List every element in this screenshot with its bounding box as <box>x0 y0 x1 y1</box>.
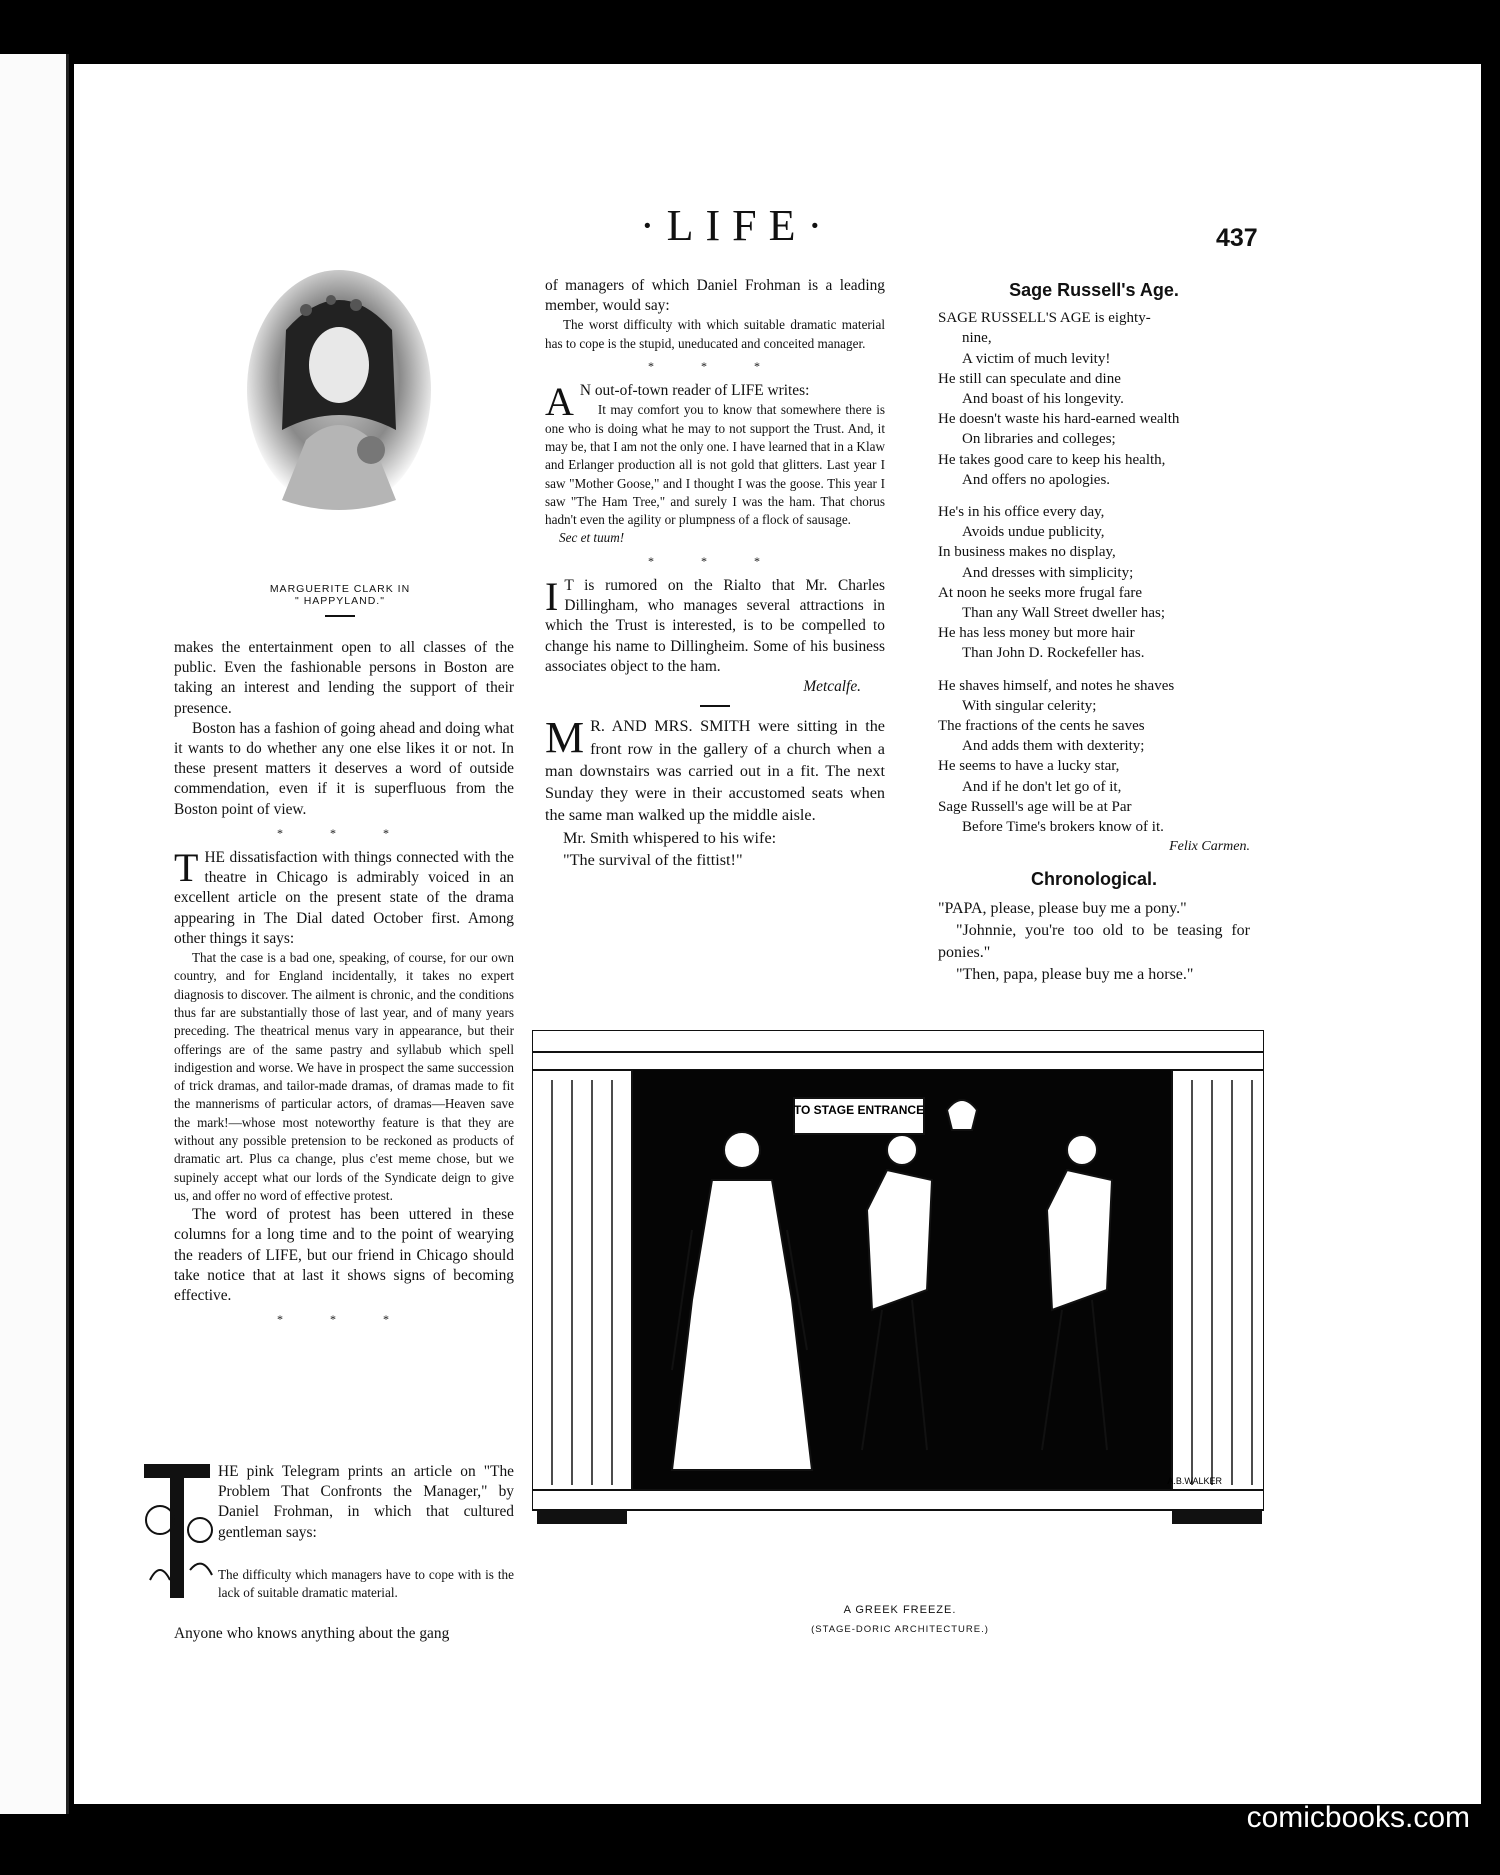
paragraph: of managers of which Daniel Frohman is a leading member, would say: <box>545 277 885 315</box>
cartoon-subcaption: (STAGE-DORIC ARCHITECTURE.) <box>811 1624 989 1635</box>
poem-line: A victim of much levity! <box>962 350 1111 367</box>
paragraph-dial <box>174 845 514 949</box>
signature: Felix Carmen. <box>1169 839 1250 855</box>
section-stars: * * * <box>648 359 782 373</box>
divider <box>700 705 730 707</box>
poem-line: And dresses with simplicity; <box>962 564 1134 581</box>
paragraph: makes the entertainment open to all classes of the public. Even the fashionable persons in Boston are taking an interest and lending the support of their presence. <box>174 639 514 717</box>
poem-stanza-3 <box>938 676 1250 838</box>
signature: Metcalfe. <box>803 678 861 695</box>
drop-cap: T <box>174 845 199 891</box>
block-quote: That the case is a bad one, speaking, of course, for our own country, and for England incidentally, it takes no expert diagnosis to discover. The ailment is chronic, and the conditions thus far are substantially those of last year, and of many years preceding. The theatrical menus vary in appearance, but their offerings are of the same pastry and syllabub which spell indigestion and worse. We have in prospect the same succession of trick dramas, and tailor-made dramas, of dramas made to fit the mannerisms of particular actors, of dramas—Heaven save the mark!—whose most noteworthy feature is that they are without any possible pretension to be reckoned as products of dramatic art. Plus ca change, plus c'est meme chose, but we supinely accept what our lords of the Syndicate deign to give us, and offer no word of effective protest. <box>174 950 514 1203</box>
poem-line: And if he don't let go of it, <box>962 778 1122 795</box>
block-quote: The difficulty which managers have to cope with is the lack of suitable dramatic material. <box>218 1567 514 1601</box>
left-page-edge <box>0 54 69 1814</box>
reader-letter-intro <box>545 379 885 425</box>
paragraph-text: HE dissatisfaction with things connected with the theatre in Chicago is admirably voiced in an excellent article on the present state of the drama appearing in The Dial dated October first. Among other things it says: <box>174 849 514 947</box>
paragraph: "Johnnie, you're too old to be teasing for ponies." <box>938 921 1250 961</box>
poem-line: Sage Russell's age will be at Par <box>938 798 1132 815</box>
block-quote: The worst difficulty with which suitable dramatic material has to cope is the stupid, uneducated and conceited manager. <box>545 317 885 351</box>
drop-cap: M <box>545 713 585 763</box>
poem-line: He takes good care to keep his health, <box>938 451 1166 468</box>
portrait-caption-line: " HAPPYLAND." <box>295 595 385 607</box>
telegram-paragraph: HE pink Telegram prints an article on "The Problem That Confronts the Manager," by Daniel Frohman, in which that cultured gentleman says: <box>218 1463 514 1541</box>
poem-line: He still can speculate and dine <box>938 370 1121 387</box>
stage-entrance-sign: TO STAGE ENTRANCE <box>793 1103 925 1117</box>
drop-cap: A <box>545 379 574 425</box>
paragraph-text: R. AND MRS. SMITH were sitting in the front row in the gallery of a church when a man downstairs was carried out in a fit. The next Sunday they were in their accustomed seats when the same man walked up the middle aisle. <box>545 717 885 825</box>
poem-line: The fractions of the cents he saves <box>938 718 1145 735</box>
cartoon-greek-freeze <box>532 1030 1264 1595</box>
drop-cap: I <box>545 573 559 619</box>
paragraph: "Then, papa, please buy me a horse." <box>956 965 1194 983</box>
poem-line: At noon he seeks more frugal fare <box>938 584 1143 601</box>
paragraph: Boston has a fashion of going ahead and doing what it wants to do whether any one else likes it or not. In these present matters it deserves a word of outside commendation, even if it is superfluous from the Boston point of view. <box>174 719 514 818</box>
column-2 <box>545 276 885 871</box>
poem-line: nine, <box>962 330 992 347</box>
paragraph-text: N out-of-town reader of LIFE writes: <box>579 382 810 400</box>
section-stars: * * * <box>277 1312 411 1327</box>
paragraph: The word of protest has been uttered in these columns for a long time and to the point of wearying the readers of LIFE, but our friend in Chicago should take notice that at last it shows signs of becoming effective. <box>174 1206 514 1305</box>
paragraph-text: T is rumored on the Rialto that Mr. Charles Dillingham, who manages several attractions in which the Trust is interested, is to be compelled to change his name to Dillingheim. Some of his business associates object to the ham. <box>545 576 885 675</box>
signature: Sec et tuum! <box>559 530 625 546</box>
divider <box>325 615 355 617</box>
poem-line: Avoids undue publicity, <box>962 524 1105 541</box>
heading-sage-russell: Sage Russell's Age. <box>1009 280 1179 300</box>
poem-line: In business makes no display, <box>938 544 1116 561</box>
portrait-caption-line: MARGUERITE CLARK IN <box>269 583 411 595</box>
heading-chronological: Chronological. <box>1031 869 1157 890</box>
paragraph: "PAPA, please, please buy me a pony." <box>938 899 1187 917</box>
paragraph: Mr. Smith whispered to his wife: <box>563 828 777 847</box>
column-3 <box>938 276 1250 986</box>
poem-line: Before Time's brokers know of it. <box>962 819 1164 836</box>
poem-line: He's in his office every day, <box>938 504 1105 521</box>
poem-line: Than any Wall Street dweller has; <box>962 605 1166 622</box>
portrait-illustration <box>246 270 432 545</box>
poem-line: And offers no apologies. <box>962 471 1111 488</box>
block-quote: It may comfort you to know that somewhere there is one who is doing what he may to not support the Trust. And, it may be, that I am not the only one. I have learned that in a Klaw and Erlanger production all is not gold that glitters. Last year I saw "Mother Goose," and I thought I was the goose. This year I saw "The Ham Tree," and surely I was the ham. That chorus hadn't even the agility or plumpness of a flock of sausage. <box>545 402 885 528</box>
poem-line: And boast of his longevity. <box>962 391 1124 408</box>
poem-line: With singular celerity; <box>962 697 1097 714</box>
artist-signature: A.B.WALKER <box>1167 1476 1222 1486</box>
poem-line: Than John D. Rockefeller has. <box>962 645 1145 662</box>
paragraph: "The survival of the fittist!" <box>563 850 743 869</box>
poem-line: He seems to have a lucky star, <box>938 758 1120 775</box>
portrait-caption <box>250 583 430 625</box>
cartoon-caption: A GREEK FREEZE. <box>843 1604 957 1616</box>
watermark: comicbooks.com <box>1246 1801 1470 1834</box>
section-stars: * * * <box>648 553 782 568</box>
paragraph-rialto <box>545 573 885 677</box>
poem-line: On libraries and colleges; <box>962 431 1116 448</box>
masthead: ·LIFE· <box>640 201 835 250</box>
section-stars: * * * <box>277 825 411 840</box>
poem-line: And adds them with dexterity; <box>962 738 1145 755</box>
poem-stanza-1 <box>938 308 1250 490</box>
poem-line: He doesn't waste his hard-earned wealth <box>938 411 1180 428</box>
column-1 <box>174 638 514 1334</box>
poem-line: He has less money but more hair <box>938 625 1135 642</box>
paragraph-smith <box>545 715 885 826</box>
paragraph: Anyone who knows anything about the gang <box>174 1625 450 1642</box>
poem-line: He shaves himself, and notes he shaves <box>938 677 1175 694</box>
illuminated-letter-illustration <box>140 1460 230 1610</box>
poem-stanza-2 <box>938 502 1250 664</box>
poem-line: SAGE RUSSELL'S AGE is eighty- <box>938 310 1151 327</box>
page-number: 437 <box>1216 224 1258 252</box>
